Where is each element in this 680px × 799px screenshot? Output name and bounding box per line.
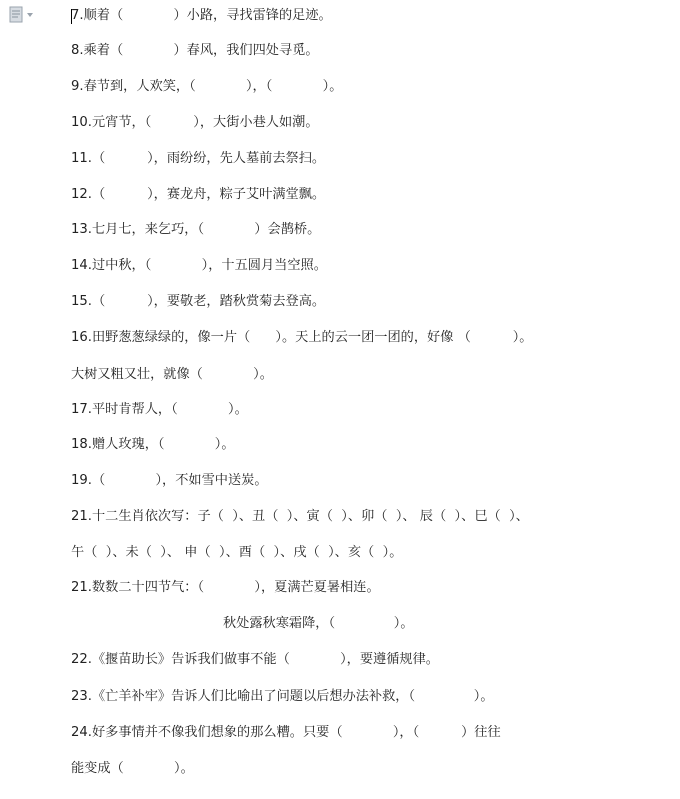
text-line: 21.数数二十四节气：（ ），夏满芒夏暑相连。 (71, 580, 380, 595)
text-line: 7.顺着（ ）小路，寻找雷锋的足迹。 (71, 8, 332, 23)
text-line: 大树又粗又壮，就像（ ）。 (71, 367, 273, 382)
text-line: 12.（ ），赛龙舟，粽子艾叶满堂飘。 (71, 187, 326, 202)
text-line: 15.（ ），要敬老，踏秋赏菊去登高。 (71, 294, 326, 309)
text-line: 24.好多事情并不像我们想象的那么糟。只要（ ），（ ）往往 (71, 725, 501, 740)
text-line: 能变成（ ）。 (71, 761, 194, 776)
text-line: 午（ ）、未（ ）、 申（ ）、酉（ ）、戌（ ）、亥（ ）。 (71, 545, 403, 560)
text-line: 17.平时肯帮人，（ ）。 (71, 402, 248, 417)
text-line: 9.春节到，人欢笑，（ ），（ ）。 (71, 79, 343, 94)
text-line: 23.《亡羊补牢》告诉人们比喻出了问题以后想办法补救，（ ）。 (71, 689, 494, 704)
text-line: 13.七月七，来乞巧，（ ）会鹊桥。 (71, 222, 321, 237)
text-line: 10.元宵节，（ ），大街小巷人如潮。 (71, 115, 319, 130)
document-icon[interactable] (9, 6, 35, 24)
text-line: 8.乘着（ ）春风，我们四处寻觅。 (71, 43, 319, 58)
text-line: 18.赠人玫瑰，（ ）。 (71, 437, 235, 452)
text-line: 11.（ ），雨纷纷，先人墓前去祭扫。 (71, 151, 326, 166)
text-line: 19.（ ），不如雪中送炭。 (71, 473, 268, 488)
text-line: 秋处露秋寒霜降，（ ）。 (223, 616, 414, 631)
text-line: 14.过中秋，（ ），十五圆月当空照。 (71, 258, 327, 273)
text-line: 22.《揠苗助长》告诉我们做事不能（ ），要遵循规律。 (71, 652, 439, 667)
chevron-down-icon (27, 13, 33, 17)
text-line: 16.田野葱葱绿绿的，像一片（ ）。天上的云一团一团的，好像 （ ）。 (71, 330, 533, 345)
text-line: 21.十二生肖依次写：子（ ）、丑（ ）、寅（ ）、卯（ ）、 辰（ ）、巳（ ）、 (71, 509, 529, 524)
